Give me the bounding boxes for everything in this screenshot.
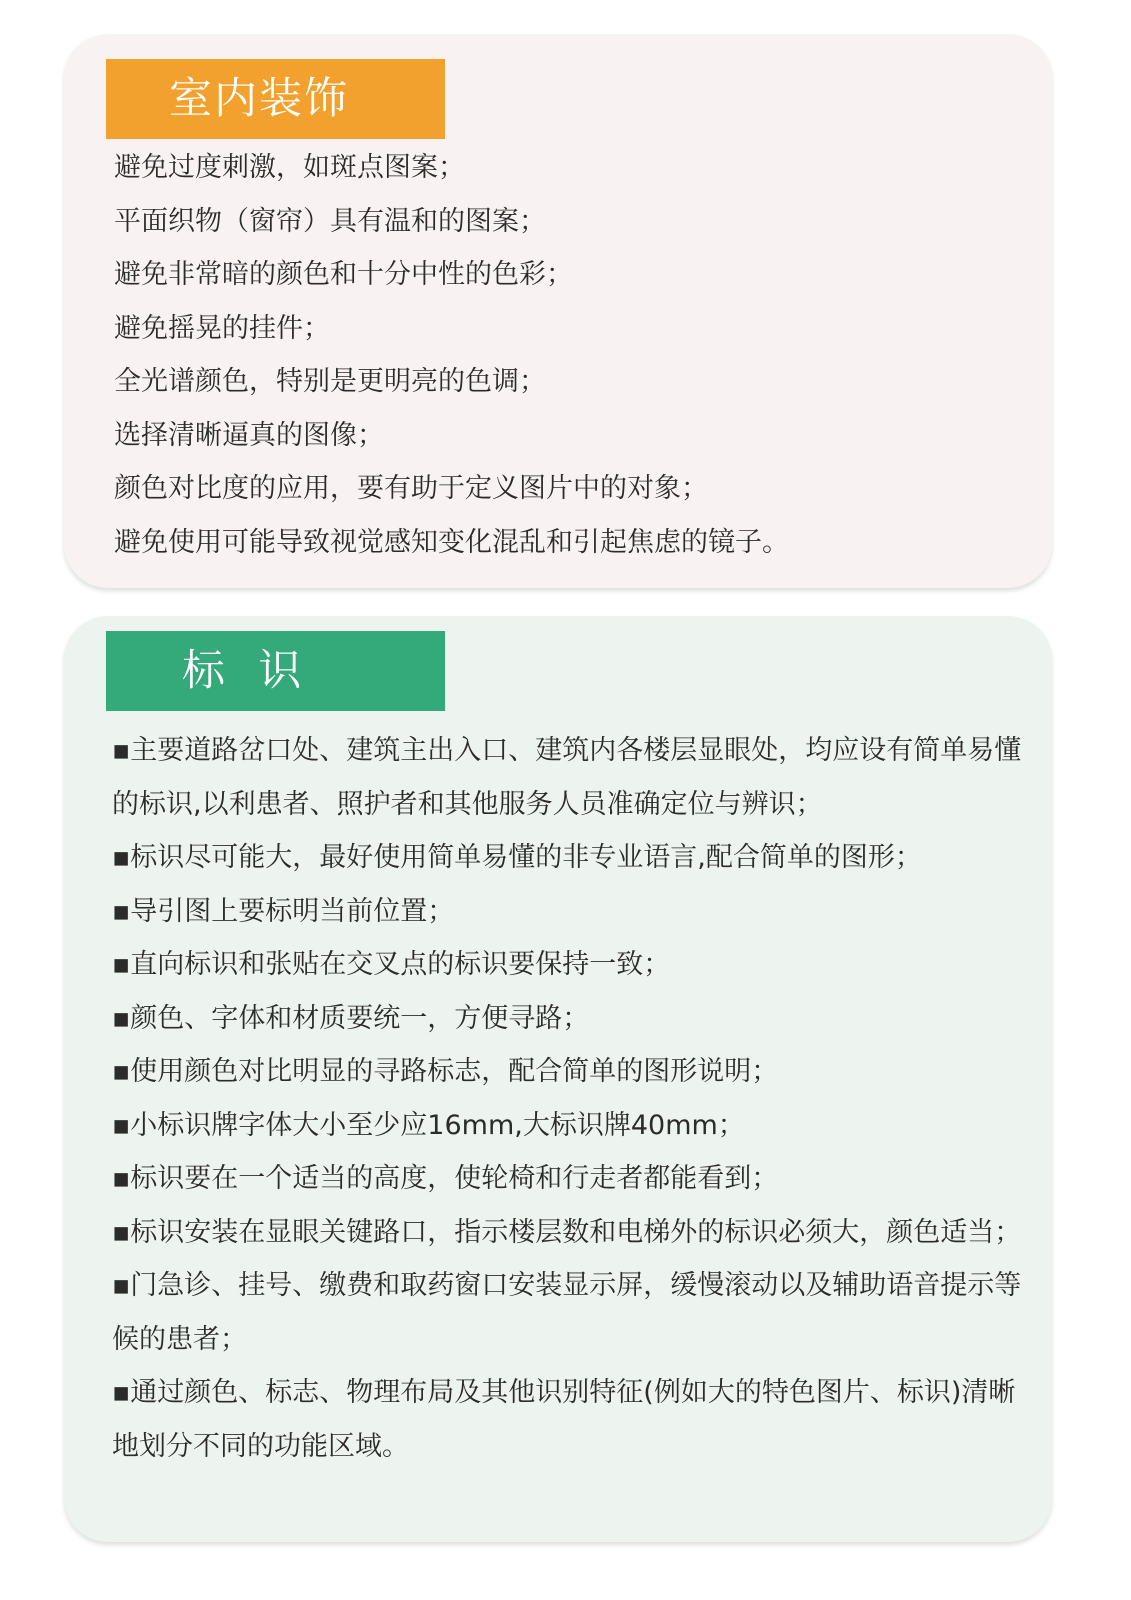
list-item: ▪导引图上要标明当前位置； (112, 895, 455, 927)
list-item: 避免摇晃的挂件； (114, 312, 330, 344)
list-item: 颜色对比度的应用，要有助于定义图片中的对象； (114, 473, 708, 504)
signage-list (112, 724, 1030, 1473)
list-item: ▪小标识牌字体大小至少应16mm,大标识牌40mm； (112, 1109, 745, 1141)
interior-decoration-title: 室内装饰 (106, 59, 445, 139)
list-item: 避免非常暗的颜色和十分中性的色彩； (114, 259, 573, 290)
list-item: ▪门急诊、挂号、缴费和取药窗口安装显示屏，缓慢滚动以及辅助语音提示等候的患者； (112, 1270, 1022, 1355)
interior-decoration-card (64, 34, 1052, 588)
list-item: 选择清晰逼真的图像； (114, 419, 384, 451)
list-item: ▪标识安装在显眼关键路口，指示楼层数和电梯外的标识必须大，颜色适当； (112, 1216, 1022, 1248)
signage-card (64, 616, 1052, 1542)
list-item: 全光谱颜色，特别是更明亮的色调； (114, 366, 546, 397)
interior-decoration-list (114, 141, 1032, 569)
list-item: 避免使用可能导致视觉感知变化混乱和引起焦虑的镜子。 (114, 526, 789, 558)
signage-title: 标 识 (106, 631, 445, 711)
list-item: ▪标识要在一个适当的高度，使轮椅和行走者都能看到； (112, 1163, 779, 1194)
list-item: ▪直向标识和张贴在交叉点的标识要保持一致； (112, 949, 671, 980)
list-item: ▪使用颜色对比明显的寻路标志，配合简单的图形说明； (112, 1056, 779, 1087)
list-item: 平面织物（窗帘）具有温和的图案； (114, 205, 546, 237)
list-item: ▪通过颜色、标志、物理布局及其他识别特征(例如大的特色图片、标识)清晰地划分不同的功能区域。 (112, 1377, 1016, 1462)
list-item: ▪标识尽可能大，最好使用简单易懂的非专业语言,配合简单的图形； (112, 842, 922, 873)
list-item: 避免过度刺激，如斑点图案； (114, 152, 465, 183)
list-item: ▪主要道路岔口处、建筑主出入口、建筑内各楼层显眼处，均应设有简单易懂的标识,以利患者、照护者和其他服务人员准确定位与辨识； (112, 735, 1022, 820)
list-item: ▪颜色、字体和材质要统一，方便寻路； (112, 1002, 590, 1034)
